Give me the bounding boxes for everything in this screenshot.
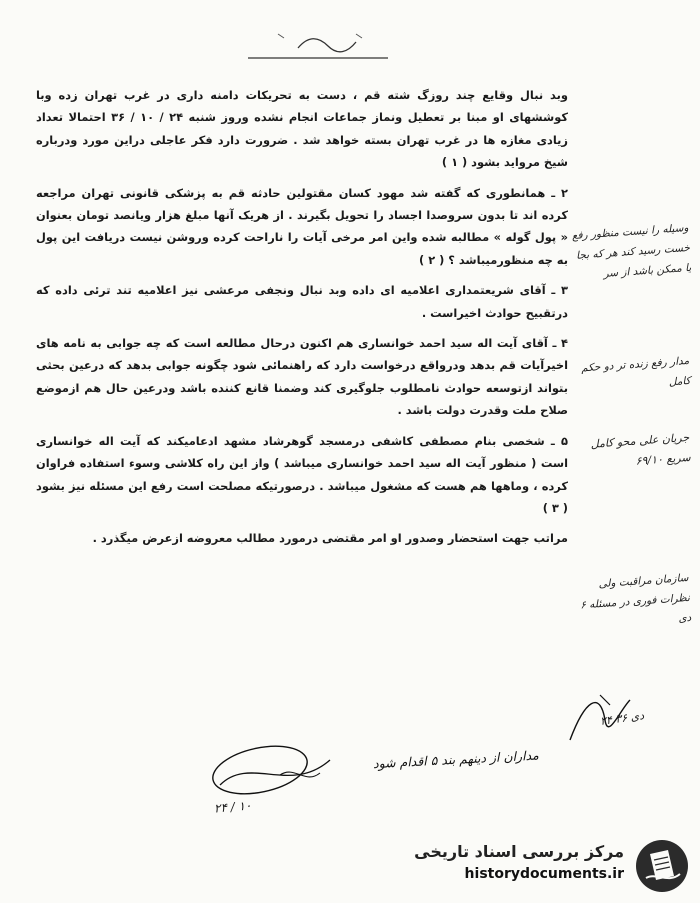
document-logo-icon xyxy=(634,838,690,894)
watermark-url: historydocuments.ir xyxy=(464,866,624,882)
paragraph-item-2: ۲ ـ همانطوری که گفته شد مهود کسان مقتولین حادثه قم به پزشکی قانونی تهران مراجعه کرده اند تا بدون سروصدا اجساد را تحویل بگیرند . از هریک آنها مبلغ هزار ویانصد تومان بعنوان « پول گوله » مطالبه شده واین امر مرخی آیات را ناراحت کرده وروشن نیست دریافت این پول به چه منظورمیباشد ؟ ( ۲ ) xyxy=(36,185,568,267)
typed-report xyxy=(36,84,568,558)
archive-watermark xyxy=(408,836,696,896)
paragraph-closing: مراتب جهت استحضار وصدور او امر مقتضی درمورد مطالب معروضه ازعرض میگذرد . xyxy=(92,531,568,546)
handwritten-instruction: مداران از دینهم بند ۵ اقدام شود xyxy=(372,747,540,772)
watermark-title: مرکز بررسی اسناد تاریخی xyxy=(414,842,624,861)
paragraph-intro: وبد نبال وقایع چند روزگ شته قم ، دست به تحریکات دامنه داری در غرب تهران زده وبا کوششهای او مبنا بر تعطیل ونماز جماعات انجام نشده وروز شنبه ۲۴ / ۱۰ / ۳۶ احتمالا تعداد زیادی مغازه ها در غرب تهران بسته خواهد شد . ضرورت دارد فکر عاجلی دراین مورد ودرباره شیخ مرواید بشود ( ۱ ) xyxy=(36,88,568,170)
handwritten-date-right: ۲۴ دی ۳۶ xyxy=(599,708,645,729)
paragraph-item-4: ۴ ـ آقای آیت اله سید احمد خوانساری هم اکنون درحال مطالعه است که چه جوابی به نامه های اخیرآیات قم بدهد ودرواقع درخواست دارد که راهنمائی شود چگونه جوابی بدهد که درعین بحثی بتواند ازتوسعه حوادث نامطلوب جلوگیری کند وضمنا قانع کننده باشد ودرعین حال هم ازموضع صلاح ملت وقدرت دولت باشد . xyxy=(36,336,568,418)
header-scribble xyxy=(238,28,398,68)
paragraph-item-3: ۳ ـ آقای شریعتمداری اعلامیه ای داده وبد نبال ونجفی مرعشی نیز اعلامیه تند ترئی داده که درتقبیح حوادث اخیراست . xyxy=(36,283,568,320)
handwritten-date-bottom: ۲۴ / ۱۰ xyxy=(213,798,252,816)
margin-note-4: سازمان مراقبت ولی نظرات فوری در مسئله ۶ دی xyxy=(579,571,692,625)
margin-annotations xyxy=(572,0,696,760)
margin-note-3: جریان علی محو کامل سریع ۶۹/۱۰ xyxy=(590,430,691,468)
paragraph-item-5: ۵ ـ شخصی بنام مصطفی کاشفی درمسجد گوهرشاد مشهد ادعامیکند که آیت اله خوانساری است ( منظور آیت اله سید احمد خوانساری میباشد ) واز این راه کلاشی وسوء استفاده فراوان کرده ، وماهها هم هست که مشغول میباشد . درصورتیکه مصلحت است رفع این مسئله نیز بشود ( ۳ ) xyxy=(36,433,568,515)
margin-note-1: وسیله را نیست منظور رفع خست رسید کند هر که بجا یا ممکن باشد از سر xyxy=(571,221,692,280)
margin-note-2: مدار رفع زنده تر دو حکم کامل xyxy=(580,354,691,389)
